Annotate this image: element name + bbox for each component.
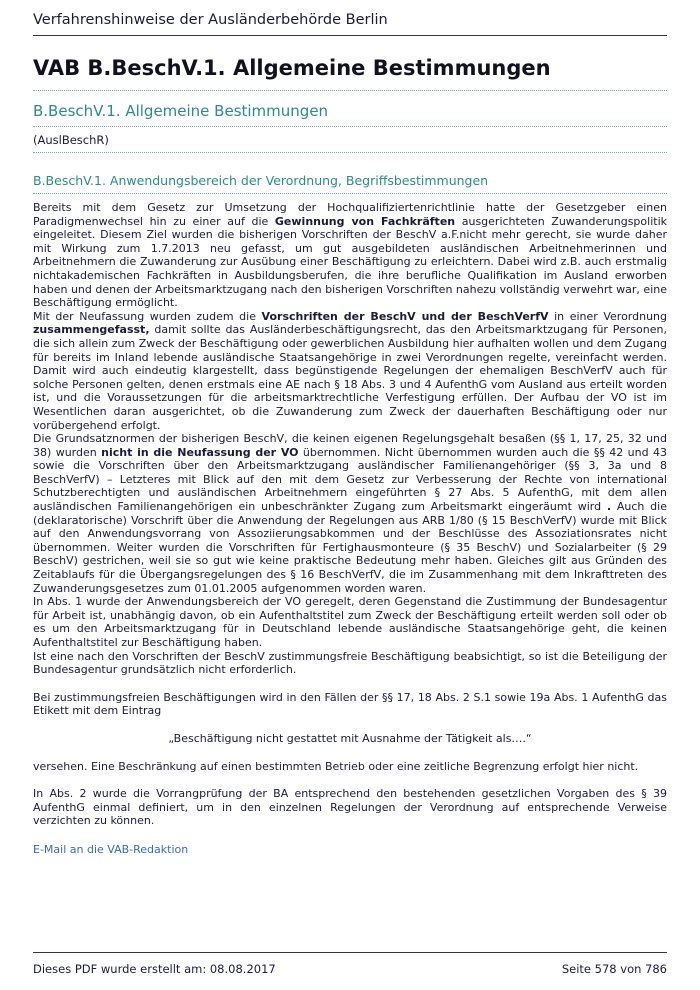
bold-text-segment: Vorschriften der BeschV und der BeschVerfV (261, 309, 549, 323)
bold-text-segment: zusammengefasst, (33, 323, 150, 337)
text-segment: versehen. Eine Beschränkung auf einen bestimmten Betrieb oder eine zeitliche Begrenzung erfolgt hier nicht. (33, 759, 639, 773)
text-segment: ausgerichteten Zuwanderungspolitik eingeleitet. Diesem Ziel wurden die bisherigen Vorschriften der BeschV a.F.nicht mehr gerecht, sie wurde daher mit Wirkung zum 1.7.2013 neu gefasst, um gut ausgebildeten ausländischen Arbeitnehmerinnen und Arbeitnehmern die Zuwanderung zur Ausübung einer Beschäftigung zu erleichtern. Dabei wird z.B. auch erstmalig nichtakademischen Fachkräften in Ausbildungsberufen, die ihre berufliche Qualifikation im Ausland erworben haben und denen der Arbeitsmarktzugang nach den bisherigen Vorschriften nahezu vollständig verwehrt war, eine Beschäftigung ermöglicht. (33, 214, 667, 310)
page-number: Seite 578 von 786 (561, 962, 667, 976)
paragraph-grundsatznormen (33, 432, 667, 595)
section-title: B.BeschV.1. Allgemeine Bestimmungen (33, 102, 667, 127)
page-footer (33, 952, 667, 976)
text-segment: Mit der Neufassung wurden zudem die (33, 309, 262, 323)
text-segment: Ist eine nach den Vorschriften der BeschV zustimmungsfreie Beschäftigung beabsichtigt, so ist die Beteiligung der Bundesagentur grundsätzlich nicht erforderlich. (33, 649, 667, 677)
paragraph-abs2 (33, 787, 667, 828)
regulation-abbreviation: (AuslBeschR) (33, 133, 667, 153)
bold-text-segment: nicht in die Neufassung der VO (101, 445, 299, 459)
created-date: Dieses PDF wurde erstellt am: 08.08.2017 (33, 962, 276, 976)
text-segment: Auch die (deklaratorische) Vorschrift über die Anwendung der Regelungen aus ARB 1/80 (§ 15 BeschVerfV) wurde mit Blick auf den Anwendungsvorrang von Assoziierungsabkommen und der Beschlüsse des Assoziationsrates nicht übernommen. Weiter wurden die Vorschriften für Fertighausmonteure (§ 35 BeschV) und Sozialarbeiter (§ 29 BeschV) gestrichen, weil sie so gut wie keine praktische Bedeutung mehr haben. Gleiches gilt aus Gründen des Zeitablaufs für die Übergangsregelungen des § 16 BeschVerfV, die im Zusammenhang mit dem Inkrafttreten des Zuwanderungsgesetzes zum 01.01.2005 aufgenommen worden waren. (33, 500, 667, 595)
email-link[interactable]: E-Mail an die VAB-Redaktion (33, 842, 189, 856)
text-segment: damit sollte das Ausländerbeschäftigungsrecht, das den Arbeitsmarktzugang für Personen, die sich allein zum Zweck der Beschäftigung oder gewerblichen Ausbildung hier aufhalten wollen und dem Zugang für bereits im Inland lebende ausländische Staatsangehörige in zwei Verordnungen regelte, vereinfacht werden. Damit wird auch eindeutig klargestellt, dass begünstigende Regelungen der ehemaligen BeschVerfV auch für solche Personen gelten, denen erstmals eine AE nach § 18 Abs. 3 und 4 AufenthG vom Ausland aus erteilt worden ist, und die Voraussetzungen für die arbeitsmarktrechtliche Verfestigung erfüllen. Der Aufbau der VO ist im Wesentlichen daran ausgerichtet, ob die Zuwanderung zum Zweck der dauerhaften Beschäftigung oder nur vorübergehend erfolgt. (33, 323, 667, 432)
footer-row (33, 953, 667, 976)
body-paragraphs (33, 201, 667, 828)
text-segment: Bereits mit dem Gesetz zur Umsetzung der Hochqualifiziertenrichtlinie hatte der Gesetzgeber einen Paradigmenwechsel hin zu einer auf die (33, 201, 667, 228)
bold-text-segment: . (606, 500, 612, 514)
text-segment: Bei zustimmungsfreien Beschäftigungen wird in den Fällen der §§ 17, 18 Abs. 2 S.1 sowie 19a Abs. 1 AufenthG das Etikett mit dem Eintrag (33, 690, 667, 718)
paragraph-zustimmungsfrei (33, 650, 667, 677)
subsection-heading: B.BeschV.1. Anwendungsbereich der Verordnung, Begriffsbestimmungen (33, 173, 667, 194)
etikett-quote (33, 732, 667, 746)
bold-text-segment: Gewinnung von Fachkräften (274, 214, 456, 228)
document-header-title: Verfahrenshinweise der Ausländerbehörde Berlin (33, 12, 388, 28)
paragraph-versehen (33, 760, 667, 774)
paragraph-intro (33, 201, 667, 310)
paragraph-abs1 (33, 595, 667, 649)
paragraph-neufassung (33, 310, 667, 432)
header-divider (33, 35, 667, 36)
paragraph-etikett (33, 691, 667, 718)
text-segment: Die Grundsatznormen der bisherigen BeschV, die keinen eigenen Regelungsgehalt besaßen (§§ 1, 17, 25, 32 und 38) wurden (33, 432, 667, 459)
page-title: VAB B.BeschV.1. Allgemeine Bestimmungen (33, 56, 667, 91)
text-segment: In Abs. 1 wurde der Anwendungsbereich der VO geregelt, deren Gegenstand die Zustimmung der Bundesagentur für Arbeit ist, unabhängig davon, ob ein Aufenthaltstitel zum Zweck der Beschäftigung erteilt werden soll oder ob es um den Arbeitsmarktzugang für in Deutschland lebende ausländische Staatsangehörige geht, die keinen Aufenthaltstitel zur Beschäftigung haben. (33, 595, 667, 649)
text-segment: in einer Verordnung (548, 309, 668, 323)
text-segment: „Beschäftigung nicht gestattet mit Ausnahme der Tätigkeit als….“ (168, 731, 532, 745)
text-segment: übernommen. Nicht übernommen wurden auch die §§ 42 und 43 sowie die Vorschriften über den Arbeitsmarktzugang ausländischer Familienangehöriger (§§ 3, 3a und 8 BeschVerfV) – Letzteres mit Blick auf den mit dem Gesetz zur Verbesserung der Rechte von international Schutzberechtigten und ausländischen Arbeitnehmern eingeführten § 27 Abs. 5 AufenthG, mit dem allen ausländischen Familienangehörigen ein unbeschränkter Zugang zum Arbeitsmarkt eingeräumt wird (33, 445, 667, 514)
text-segment: In Abs. 2 wurde die Vorrangprüfung der BA entsprechend den bestehenden gesetzlichen Vorgaben des § 39 AufenthG einmal definiert, um in den einzelnen Regelungen der Verordnung auf entsprechende Verweise verzichten zu können. (33, 787, 667, 828)
